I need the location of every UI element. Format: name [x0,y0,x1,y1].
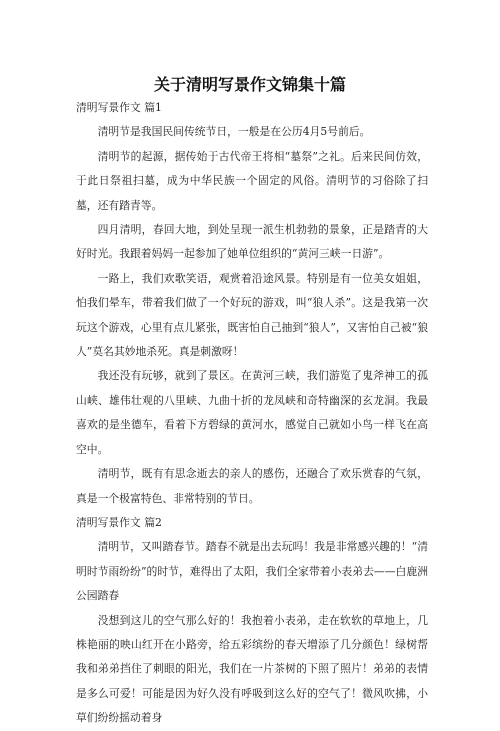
document-body [76,96,428,731]
paragraph: 清明节，既有有思念逝去的亲人的感伤，还融合了欢乐赏春的气氛，真是一个极富特色、非常特别的节日。 [76,467,428,505]
paragraph: 清明节，又叫踏春节。踏春不就是出去玩吗！我是非常感兴趣的！“清明时节雨纷纷”的时节，难得出了太阳，我们全家带着小表弟去——白鹿洲公园踏春 [76,540,428,603]
paragraph: 四月清明，春回大地，到处呈现一派生机勃勃的景象，正是踏青的大好时光。我跟着妈妈一起参加了她单位组织的“黄河三峡一日游”。 [76,223,428,261]
paragraph: 一路上，我们欢歌笑语，观赏着沿途风景。特别是有一位美女姐姐，怕我们晕车，带着我们做了一个好玩的游戏，叫“狼人杀”。这是我第一次玩这个游戏，心里有点儿紧张，既害怕自己抽到“狼人”，又害怕自己被“狼人”莫名其妙地杀死。真是刺激呀！ [76,271,428,359]
paragraph: 没想到这儿的空气那么好的！我抱着小表弟，走在软软的草地上，几株艳丽的映山红开在小路旁，给五彩缤纷的春天增添了几分颜色！绿树帮我和弟弟挡住了刺眼的阳光，我们在一片茶树的下照了照片！弟弟的表情是多么可爱！可能是因为好久没有呼吸到这么好的空气了！微风吹拂，小草们纷纷摇动着身 [76,613,428,725]
document-title: 关于清明写景作文锦集十篇 [153,75,346,94]
paragraph: 我还没有玩够，就到了景区。在黄河三峡，我们游览了鬼斧神工的孤山峡、雄伟壮观的八里峡、九曲十折的龙凤峡和奇特幽深的玄龙洞。我最喜欢的是坐德车，看着下方碧绿的黄河水，感觉自己就如小鸟一样飞在高空中。 [76,369,428,456]
section-heading: 清明写景作文 篇1 [76,101,162,114]
paragraph: 清明节的起源，据传始于古代帝王将相“墓祭”之礼。后来民间仿效，于此日祭祖扫墓，成为中华民族一个固定的风俗。清明节的习俗除了扫墓，还有踏青等。 [76,149,428,212]
paragraph: 清明节是我国民间传统节日，一般是在公历4月5号前后。 [97,125,371,139]
section-heading: 清明写景作文 篇2 [76,515,162,529]
